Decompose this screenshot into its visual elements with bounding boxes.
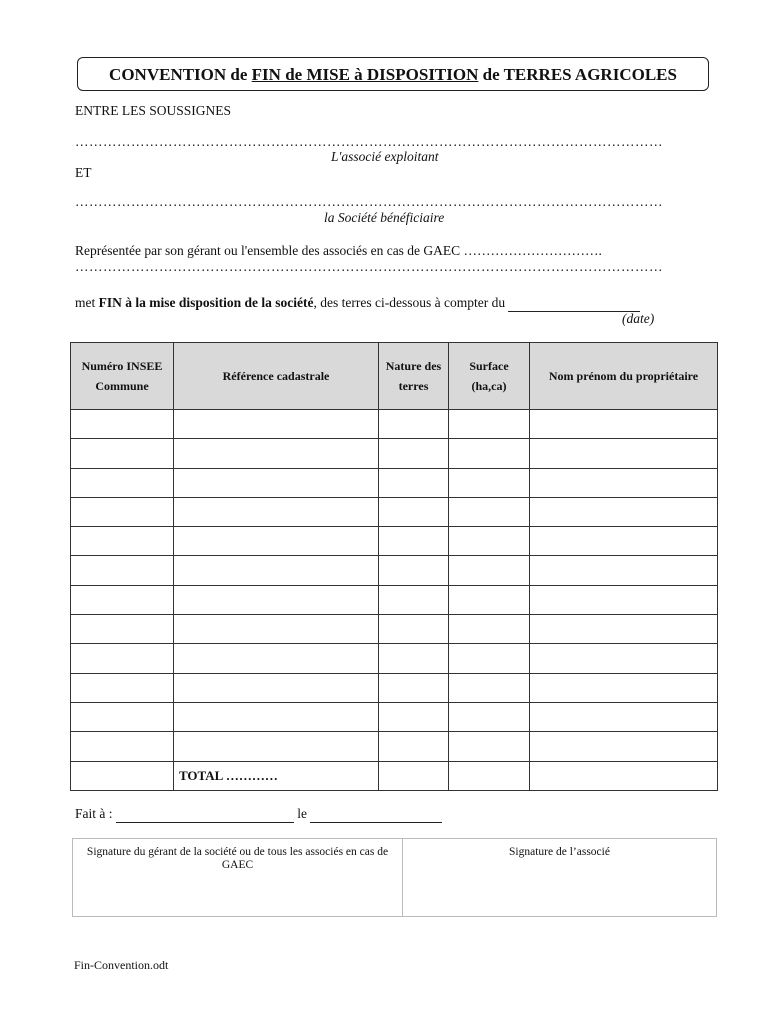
and-label: ET (75, 165, 92, 180)
table-cell[interactable] (379, 585, 449, 614)
table-cell[interactable] (449, 673, 530, 702)
col-surface: Surface (ha,ca) (449, 343, 530, 410)
table-cell[interactable] (379, 527, 449, 556)
footer-filename: Fin-Convention.odt (74, 958, 169, 972)
table-row (71, 497, 718, 526)
table-cell[interactable] (71, 761, 174, 790)
table-row (71, 439, 718, 468)
signature-box (72, 838, 717, 917)
table-cell[interactable] (174, 644, 379, 673)
made-at-label: Fait à : (75, 806, 113, 821)
table-cell[interactable] (530, 527, 718, 556)
total-label: TOTAL ………… (174, 761, 379, 790)
table-cell[interactable] (174, 702, 379, 731)
table-cell[interactable] (174, 439, 379, 468)
table-cell[interactable] (379, 615, 449, 644)
table-cell[interactable] (530, 702, 718, 731)
table-cell[interactable] (71, 439, 174, 468)
table-cell[interactable] (174, 497, 379, 526)
table-cell[interactable] (379, 439, 449, 468)
table-cell[interactable] (174, 468, 379, 497)
company-caption: la Société bénéficiaire (324, 210, 445, 225)
table-cell[interactable] (530, 673, 718, 702)
table-cell[interactable] (530, 468, 718, 497)
table-row (71, 615, 718, 644)
table-cell[interactable] (379, 761, 449, 790)
table-cell[interactable] (71, 497, 174, 526)
table-row (71, 702, 718, 731)
made-at-line (75, 806, 442, 823)
table-cell[interactable] (71, 410, 174, 439)
col-owner: Nom prénom du propriétaire (530, 343, 718, 410)
table-cell[interactable] (530, 439, 718, 468)
table-cell[interactable] (449, 702, 530, 731)
title-part-3: de TERRES AGRICOLES (478, 65, 677, 84)
land-table (70, 342, 718, 791)
between-label: ENTRE LES SOUSSIGNES (75, 103, 232, 118)
table-cell[interactable] (174, 527, 379, 556)
table-row (71, 732, 718, 761)
table-cell[interactable] (449, 761, 530, 790)
table-cell[interactable] (174, 673, 379, 702)
table-row (71, 468, 718, 497)
table-cell[interactable] (530, 556, 718, 585)
table-cell[interactable] (449, 615, 530, 644)
table-cell[interactable] (449, 556, 530, 585)
total-row (71, 761, 718, 790)
table-cell[interactable] (449, 585, 530, 614)
date-field[interactable] (508, 295, 640, 312)
table-cell[interactable] (449, 410, 530, 439)
table-cell[interactable] (449, 497, 530, 526)
table-cell[interactable] (174, 585, 379, 614)
table-cell[interactable] (449, 644, 530, 673)
represented-text: Représentée par son gérant ou l'ensemble des associés en cas de GAEC …………………………. (75, 243, 602, 258)
col-nature: Nature des terres (379, 343, 449, 410)
table-header-row (71, 343, 718, 410)
represented-fill-line: ……………………………………………………………………………………………………………… (75, 259, 663, 274)
table-cell[interactable] (379, 497, 449, 526)
table-cell[interactable] (530, 497, 718, 526)
termination-bold: FIN à la mise disposition de la société (98, 295, 314, 310)
table-cell[interactable] (71, 527, 174, 556)
table-cell[interactable] (174, 615, 379, 644)
table-cell[interactable] (174, 410, 379, 439)
associate-signature-area[interactable]: Signature de l’associé (509, 846, 610, 858)
table-cell[interactable] (530, 410, 718, 439)
table-row (71, 410, 718, 439)
title-part-2: FIN de MISE à DISPOSITION (251, 65, 479, 84)
table-row (71, 527, 718, 556)
on-label: le (297, 806, 307, 821)
table-cell[interactable] (174, 556, 379, 585)
associate-caption: L'associé exploitant (331, 149, 439, 164)
table-cell[interactable] (71, 732, 174, 761)
table-cell[interactable] (379, 468, 449, 497)
col-cadastre: Référence cadastrale (174, 343, 379, 410)
table-row (71, 585, 718, 614)
table-cell[interactable] (379, 644, 449, 673)
table-cell[interactable] (71, 702, 174, 731)
table-cell[interactable] (71, 585, 174, 614)
place-field[interactable] (116, 806, 294, 823)
table-cell[interactable] (379, 410, 449, 439)
table-cell[interactable] (530, 761, 718, 790)
signature-date-field[interactable] (310, 806, 442, 823)
table-row (71, 673, 718, 702)
table-cell[interactable] (530, 615, 718, 644)
termination-text (75, 295, 640, 312)
company-fill-line: ……………………………………………………………………………………………………………… (75, 194, 663, 209)
table-cell[interactable] (379, 732, 449, 761)
table-cell[interactable] (530, 644, 718, 673)
table-cell[interactable] (449, 732, 530, 761)
table-cell[interactable] (71, 468, 174, 497)
table-cell[interactable] (71, 556, 174, 585)
table-row (71, 644, 718, 673)
table-cell[interactable] (449, 468, 530, 497)
table-cell[interactable] (449, 527, 530, 556)
table-row (71, 556, 718, 585)
table-cell[interactable] (71, 673, 174, 702)
document-title (77, 57, 709, 91)
table-cell[interactable] (449, 439, 530, 468)
table-cell[interactable] (379, 556, 449, 585)
table-cell[interactable] (71, 615, 174, 644)
table-cell[interactable] (379, 702, 449, 731)
termination-post: , des terres ci-dessous à compter du (313, 295, 509, 310)
termination-pre: met (75, 295, 99, 310)
manager-signature-area[interactable]: Signature du gérant de la société ou de tous les associés en cas de GAEC (73, 839, 403, 916)
title-part-1: CONVENTION de (109, 65, 252, 84)
table-cell[interactable] (530, 585, 718, 614)
table-cell[interactable] (174, 732, 379, 761)
col-insee: Numéro INSEE Commune (71, 343, 174, 410)
table-cell[interactable] (71, 644, 174, 673)
table-cell[interactable] (379, 673, 449, 702)
date-caption: (date) (622, 311, 655, 326)
table-cell[interactable] (530, 732, 718, 761)
associate-fill-line: ……………………………………………………………………………………………………………… (75, 134, 663, 149)
